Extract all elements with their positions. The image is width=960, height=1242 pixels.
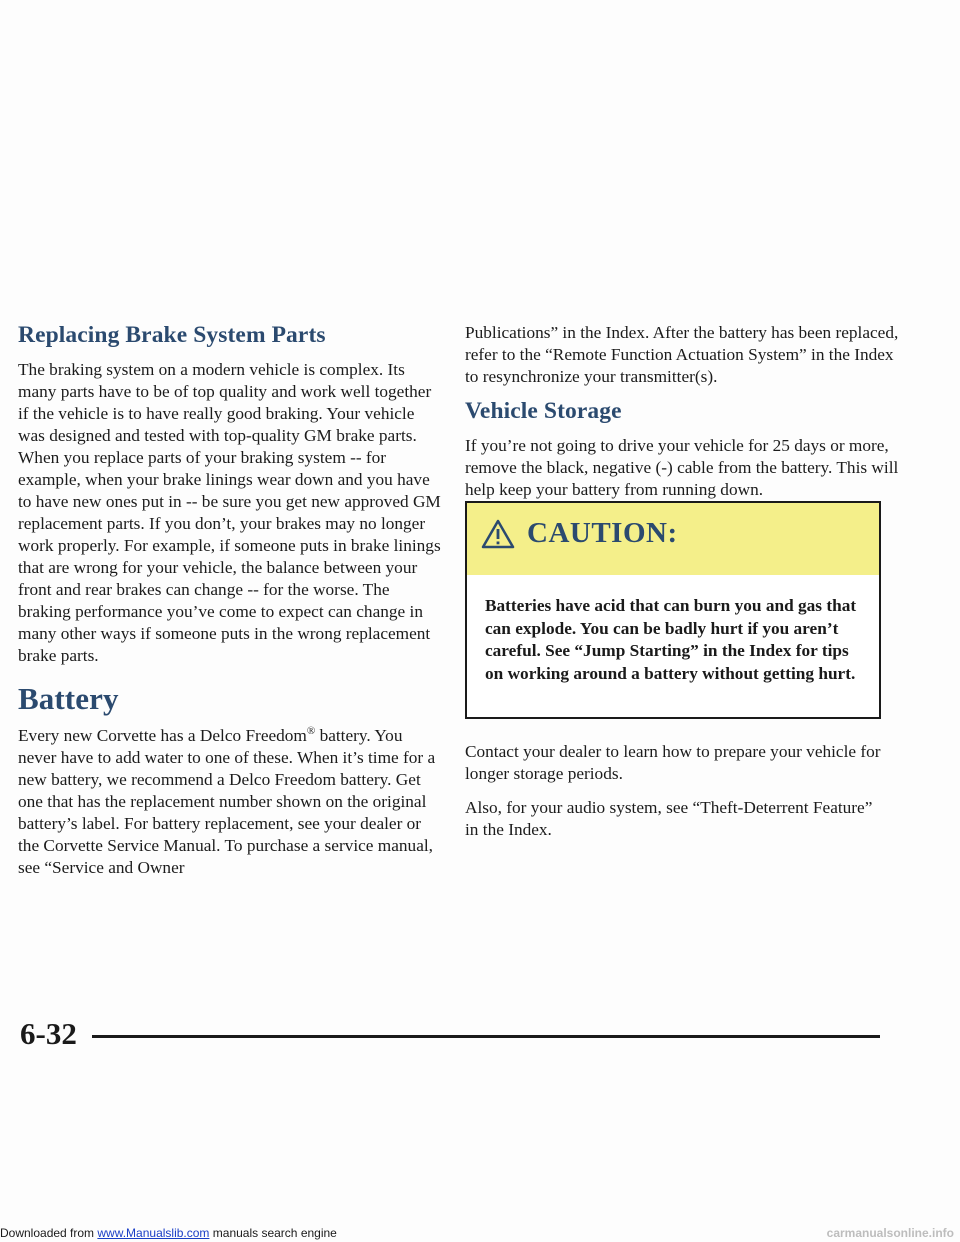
download-banner	[0, 1226, 337, 1240]
caution-title-row	[481, 517, 678, 550]
left-column	[18, 322, 442, 891]
registered-mark: ®	[306, 725, 316, 738]
brake-paragraph: The braking system on a modern vehicle is complex. Its many parts have to be of top quality and work well together if the vehicle is to have really good braking. Your vehicle was designed and tested with top-quality GM brake parts. When you replace parts of your braking system -- for example, when your brake linings wear down and you have to have new ones put in -- be sure you get new approved GM replacement parts. If you don’t, your brakes may no longer work properly. For example, if someone puts in brake linings that are wrong for your vehicle, the balance between your front and rear brakes can change -- for the worse. The braking performance you’ve come to expect can change in many other ways if someone puts in the wrong replacement brake parts.	[18, 360, 441, 665]
warning-triangle-icon	[481, 519, 515, 549]
battery-heading: Battery	[18, 681, 119, 716]
caution-text: Batteries have acid that can burn you and gas that can explode. You can be badly hurt if you aren’t careful. See “Jump Starting” in the Index for tips on working around a battery without getting hurt.	[485, 596, 857, 683]
watermark: carmanualsonline.info	[826, 1226, 954, 1240]
battery-paragraph-part2: battery. You never have to add water to one of these. When it’s time for a new battery, we recommend a Delco Freedom battery. Get one that has the replacement number shown on the original battery’s label. For battery replacement, see your dealer or the Corvette Service Manual. To purchase a service manual, see “Service and Owner	[18, 726, 436, 877]
battery-paragraph-part1: Every new Corvette has a Delco Freedom	[18, 726, 307, 745]
banner-suffix: manuals search engine	[209, 1226, 337, 1240]
battery-paragraph	[18, 725, 442, 879]
right-column-lower	[465, 741, 890, 853]
contact-paragraph: Contact your dealer to learn how to prepare your vehicle for longer storage periods.	[465, 742, 881, 783]
caution-box	[465, 501, 881, 719]
page-number: 6-32	[20, 1016, 77, 1051]
brake-heading: Replacing Brake System Parts	[18, 322, 326, 348]
right-column	[465, 322, 900, 513]
footer-rule	[92, 1035, 880, 1038]
caution-title: CAUTION:	[527, 517, 678, 549]
continuation-paragraph: Publications” in the Index. After the battery has been replaced, refer to the “Remote Function Actuation System” in the Index to resynchronize your transmitter(s).	[465, 323, 899, 386]
storage-heading: Vehicle Storage	[465, 398, 622, 424]
banner-prefix: Downloaded from	[0, 1226, 98, 1240]
manualslib-link[interactable]: www.Manualslib.com	[97, 1226, 210, 1240]
audio-paragraph: Also, for your audio system, see “Theft-Deterrent Feature” in the Index.	[465, 798, 873, 839]
storage-paragraph: If you’re not going to drive your vehicle for 25 days or more, remove the black, negative (-) cable from the battery. This will help keep your battery from running down.	[465, 436, 899, 499]
